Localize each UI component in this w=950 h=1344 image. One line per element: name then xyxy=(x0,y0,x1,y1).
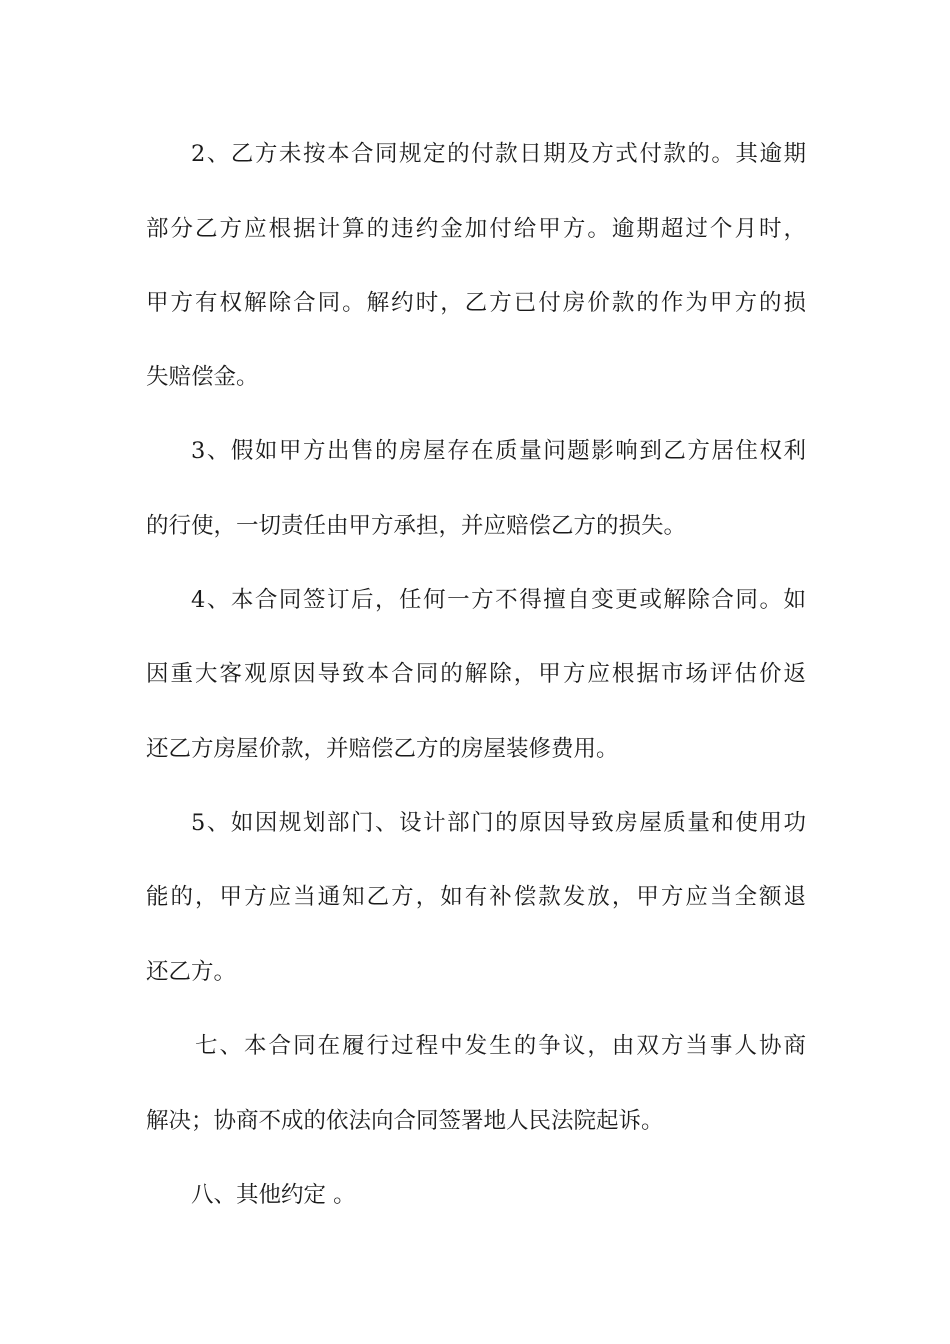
clause-2-line-3: 甲方有权解除合同。解约时，乙方已付房价款的作为甲方的损 xyxy=(146,290,806,316)
clause-2-line-2: 部分乙方应根据计算的违约金加付给甲方。逾期超过个月时， xyxy=(146,216,806,242)
clause-5-line-3: 还乙方。 xyxy=(146,959,237,985)
clause-3-line-1: 3、假如甲方出售的房屋存在质量问题影响到乙方居住权利 xyxy=(191,438,806,464)
clause-3-line-2: 的行使，一切责任由甲方承担，并应赔偿乙方的损失。 xyxy=(146,513,687,539)
clause-4-line-3: 还乙方房屋价款，并赔偿乙方的房屋装修费用。 xyxy=(146,736,619,762)
clause-2-line-1: 2、乙方未按本合同规定的付款日期及方式付款的。其逾期 xyxy=(191,141,806,167)
clause-5-line-2: 能的，甲方应当通知乙方，如有补偿款发放，甲方应当全额退 xyxy=(146,884,806,910)
article-7-line-1: 七、本合同在履行过程中发生的争议，由双方当事人协商 xyxy=(195,1033,806,1059)
clause-4-line-2: 因重大客观原因导致本合同的解除，甲方应根据市场评估价返 xyxy=(146,661,806,687)
clause-5-line-1: 5、如因规划部门、设计部门的原因导致房屋质量和使用功 xyxy=(191,810,806,836)
clause-2-line-4: 失赔偿金。 xyxy=(146,364,259,390)
article-8-line-1: 八、其他约定 。 xyxy=(191,1182,356,1208)
clause-4-line-1: 4、本合同签订后，任何一方不得擅自变更或解除合同。如 xyxy=(191,587,806,613)
article-7-line-2: 解决；协商不成的依法向合同签署地人民法院起诉。 xyxy=(146,1108,664,1134)
